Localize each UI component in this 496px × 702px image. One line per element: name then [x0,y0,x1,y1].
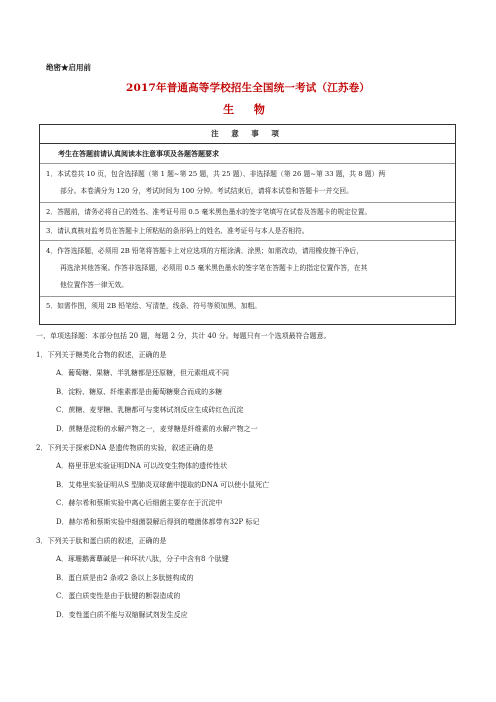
question-stem: 2．下列关于探索DNA 是遗传物质的实验，叙述正确的是 [36,443,214,452]
question-option: A．格里菲思实验证明DNA 可以改变生物体的遗传性状 [56,462,228,471]
notice-item-4: 4．作答选择题，必须用 2B 铅笔将答题卡上对应选项的方框涂满、涂黑；如需改动，请用橡皮擦干净后， 再选涂其他答案。作答非选择题，必须用 0.5 毫米黑色墨水的签字笔在答题卡上的指定位置作答，在其 他位置作答一律无效。 [40,241,455,297]
notice-item-2: 2．答题前，请务必将自己的姓名、准考证号用 0.5 毫米黑色墨水的签字笔填写在试卷及答题卡的规定位置。 [40,203,455,222]
question-option: B．艾弗里实验证明从S 型肺炎双球菌中提取的DNA 可以使小鼠死亡 [56,480,270,489]
question-option: B．淀粉、糖原、纤维素都是由葡萄糖聚合而成的多糖 [56,387,223,396]
question-option: C．赫尔希和蔡斯实验中离心后细菌主要存在于沉淀中 [56,499,223,508]
question-option: B．蛋白质是由2 条或2 条以上多肽链构成的 [56,573,194,582]
notice-item-3: 3．请认真核对监考员在答题卡上所粘贴的条形码上的姓名、准考证号与本人是否相符。 [40,222,455,241]
section-heading: 一、单项选择题：本部分包括 20 题，每题 2 分，共计 40 分。每题只有一个选项最符合题意。 [36,332,331,340]
question-option: D．蔗糖是淀粉的水解产物之一，麦芽糖是纤维素的水解产物之一 [56,424,258,433]
question-option: D．赫尔希和蔡斯实验中细菌裂解后得到的噬菌体都带有32P 标记 [56,517,260,526]
question-option: D．变性蛋白质不能与双缩脲试剂发生反应 [56,610,188,619]
question-option: A．葡萄糖、果糖、半乳糖都是还原糖，但元素组成不同 [56,369,230,378]
confidential-label: 绝密★启用前 [46,63,91,72]
notice-item-1: 1．本试卷共 10 页，包含选择题（第 1 题~第 25 题，共 25 题）、非选择题（第 26 题~第 33 题，共 8 题）两 部分。本卷满分为 120 分，考试时间为 100 分钟。考试结束后，请将本试卷和答题卡一并交回。 [40,164,455,203]
question-stem: 1．下列关于糖类化合物的叙述，正确的是 [36,350,167,359]
questions-area [36,327,460,625]
notice-item-5: 5．如需作图，须用 2B 铅笔绘、写清楚，线条、符号等须加黑、加粗。 [46,302,262,310]
notice-box [39,124,456,325]
question-stem: 3．下列关于肽和蛋白质的叙述，正确的是 [36,536,167,545]
exam-title: 2017年普通高等学校招生全国统一考试（江苏卷） [125,82,371,94]
notice-intro: 考生在答题前请认真阅读本注意事项及各题答题要求 [40,144,455,164]
question-option: A．琢珊鹅膏蕈碱是一种环状八肽，分子中含有8 个肽键 [56,555,229,564]
question-option: C．蛋白质变性是由于肽键的断裂造成的 [56,592,181,601]
question-option: C．蔗糖、麦芽糖、乳糖都可与斐林试剂反应生成砖红色沉淀 [56,406,244,415]
notice-heading: 注 意 事 项 [40,125,455,144]
subject-title: 生 物 [223,103,273,116]
